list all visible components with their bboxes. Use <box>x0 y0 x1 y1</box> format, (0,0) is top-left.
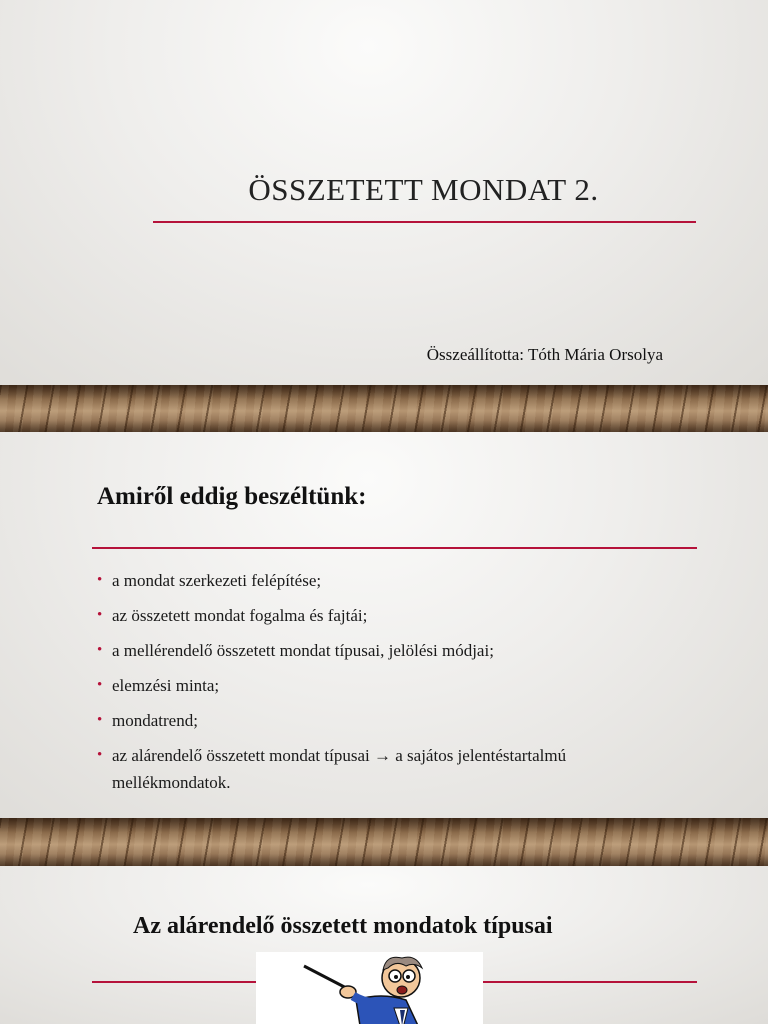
slide-heading: Amiről eddig beszéltünk: <box>97 483 367 510</box>
teacher-pointer-icon <box>256 952 483 1024</box>
slide-title: ÖSSZETETT MONDAT 2. <box>248 172 599 207</box>
bullet-icon: • <box>97 677 103 693</box>
bullet-icon: • <box>97 712 103 728</box>
list-item: • az összetett mondat fogalma és fajtái; <box>97 602 657 629</box>
list-item: • az alárendelő összetett mondat típusai → a sajátos jelentéstartalmú mellékmondatok. <box>97 742 657 796</box>
slide-heading: Az alárendelő összetett mondatok típusai <box>133 913 553 939</box>
list-item: • mondatrend; <box>97 707 657 734</box>
bullet-icon: • <box>97 607 103 623</box>
bullet-list <box>97 567 657 804</box>
types-slide <box>0 866 768 1024</box>
wooden-floor-divider <box>0 818 768 866</box>
title-slide <box>0 0 768 385</box>
heading-underline <box>92 547 697 549</box>
summary-slide <box>0 432 768 818</box>
wooden-floor-divider <box>0 385 768 432</box>
bullet-icon: • <box>97 572 103 588</box>
bullet-icon: • <box>97 747 103 763</box>
author-line: Összeállította: Tóth Mária Orsolya <box>426 345 663 364</box>
list-item: • a mellérendelő összetett mondat típusai, jelölési módjai; <box>97 637 657 664</box>
teacher-clipart-image <box>256 952 483 1024</box>
list-item: • elemzési minta; <box>97 672 657 699</box>
title-underline <box>153 221 696 223</box>
list-item: • a mondat szerkezeti felépítése; <box>97 567 657 594</box>
bullet-icon: • <box>97 642 103 658</box>
